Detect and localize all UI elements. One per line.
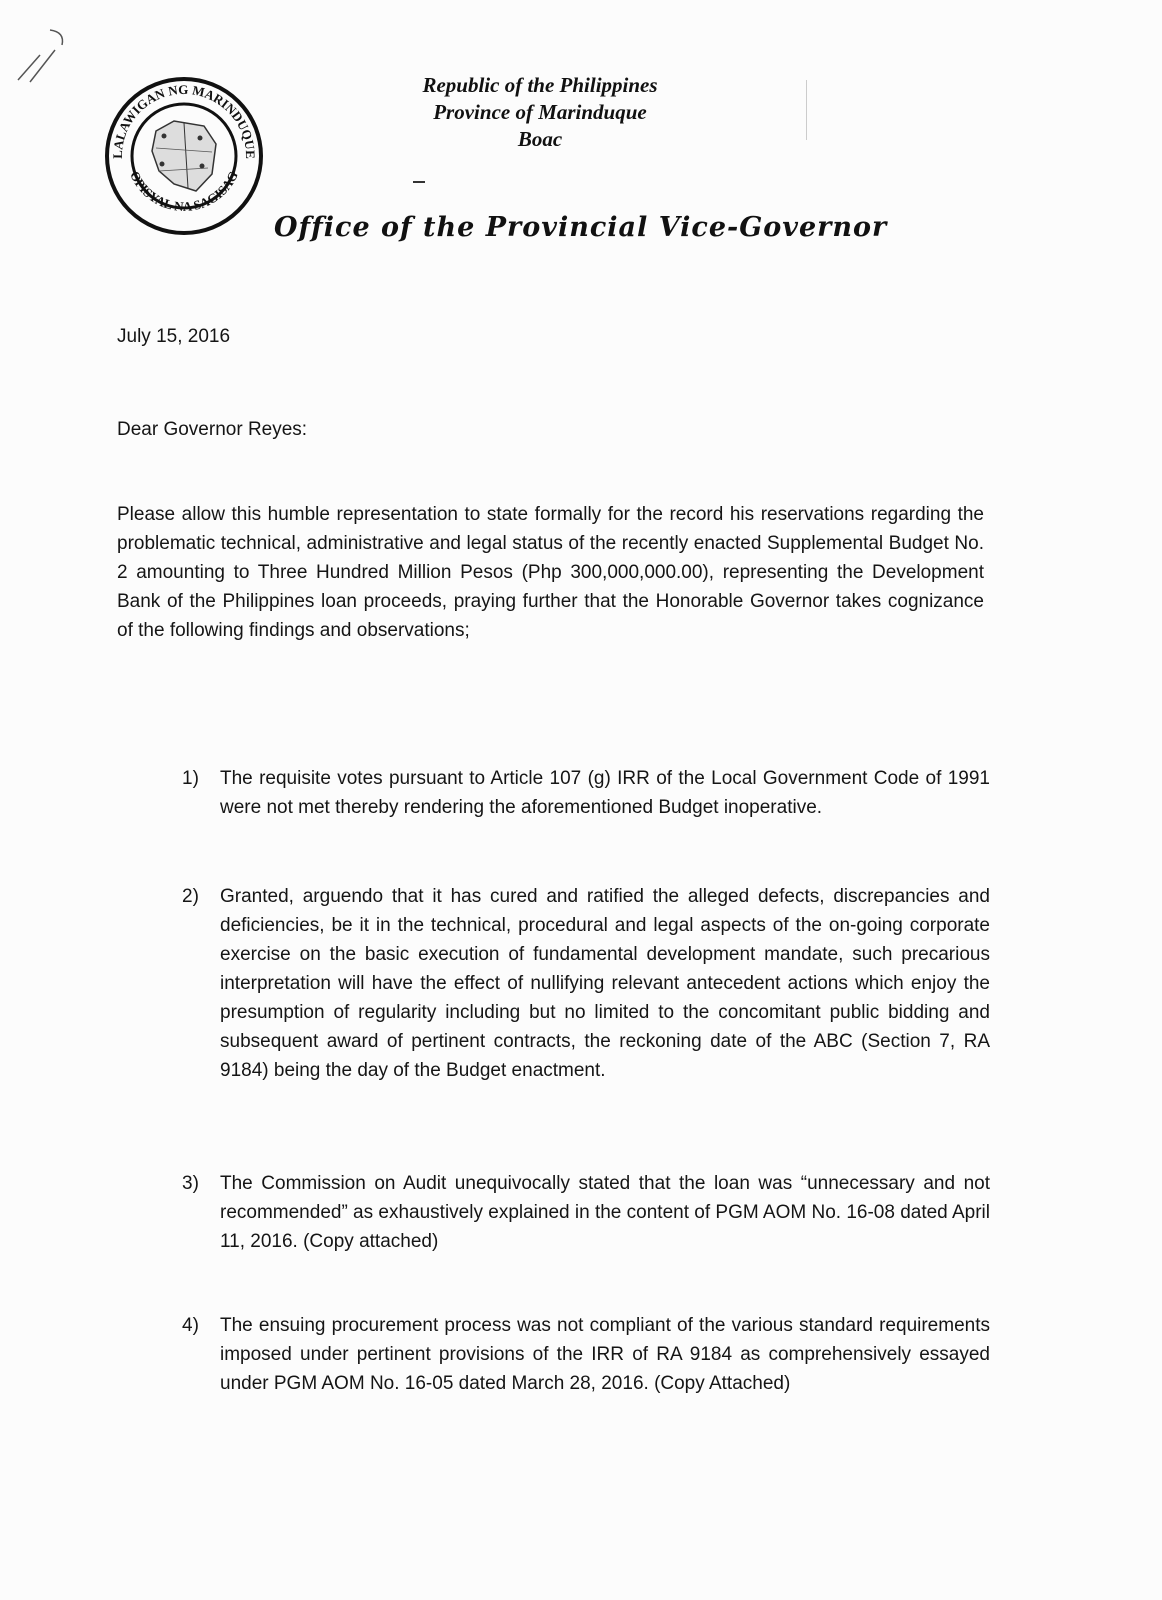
finding-number: 2) [182, 886, 199, 907]
letterhead-municipality: Boac [517, 127, 563, 151]
finding-item [182, 764, 990, 822]
provincial-seal-icon [104, 76, 264, 236]
office-title: Office of the Provincial Vice-Governor [274, 212, 888, 243]
letter-date: July 15, 2016 [117, 326, 231, 347]
letter-salutation: Dear Governor Reyes: [117, 419, 308, 440]
margin-mark [806, 80, 807, 140]
finding-number: 4) [182, 1315, 199, 1336]
letterhead-province: Province of Marinduque [433, 100, 647, 124]
svg-text:LALAWIGAN NG MARINDUQUE: LALAWIGAN NG MARINDUQUE [109, 81, 259, 159]
letter-intro-paragraph: Please allow this humble representation to state formally for the record his reservations regarding the problematic technical, administrative and legal status of the recently enacted Supplemental Budget No. 2 amounting to Three Hundred Million Pesos (Php 300,000,000.00), representing the Development Bank of the Philippines loan proceeds, praying further that the Honorable Governor takes cognizance of the following findings and observations; [117, 504, 984, 641]
finding-text: The requisite votes pursuant to Article 107 (g) IRR of the Local Government Code of 1991 were not met thereby rendering the aforementioned Budget inoperative. [220, 768, 990, 818]
divider-dash [413, 181, 425, 183]
pen-scribble-mark [10, 20, 90, 90]
finding-item [182, 1311, 990, 1398]
finding-item [182, 1169, 990, 1256]
finding-text: Granted, arguendo that it has cured and ratified the alleged defects, discrepancies and deficiencies, be it in the technical, procedural and legal aspects of the on-going corporate exercise on the basic execution of fundamental development mandate, such precarious interpretation will have the effect of nullifying relevant antecedent actions which enjoy the presumption of regularity including but no limited to the concomitant public bidding and subsequent award of pertinent contracts, the reckoning date of the ABC (Section 7, RA 9184) being the day of the Budget enactment. [220, 886, 990, 1081]
finding-item [182, 882, 990, 1085]
letterhead [330, 72, 750, 153]
finding-text: The Commission on Audit unequivocally stated that the loan was “unnecessary and not recommended” as exhaustively explained in the content of PGM AOM No. 16-08 dated April 11, 2016. (Copy attached) [220, 1173, 990, 1252]
svg-text:OPISYAL NA SAGISAG: OPISYAL NA SAGISAG [127, 168, 241, 215]
letterhead-country: Republic of the Philippines [422, 73, 658, 97]
finding-text: The ensuing procurement process was not compliant of the various standard requirements imposed under pertinent provisions of the IRR of RA 9184 as comprehensively essayed under PGM AOM No. 16-05 dated March 28, 2016. (Copy Attached) [220, 1315, 990, 1394]
finding-number: 3) [182, 1173, 199, 1194]
finding-number: 1) [182, 768, 199, 789]
